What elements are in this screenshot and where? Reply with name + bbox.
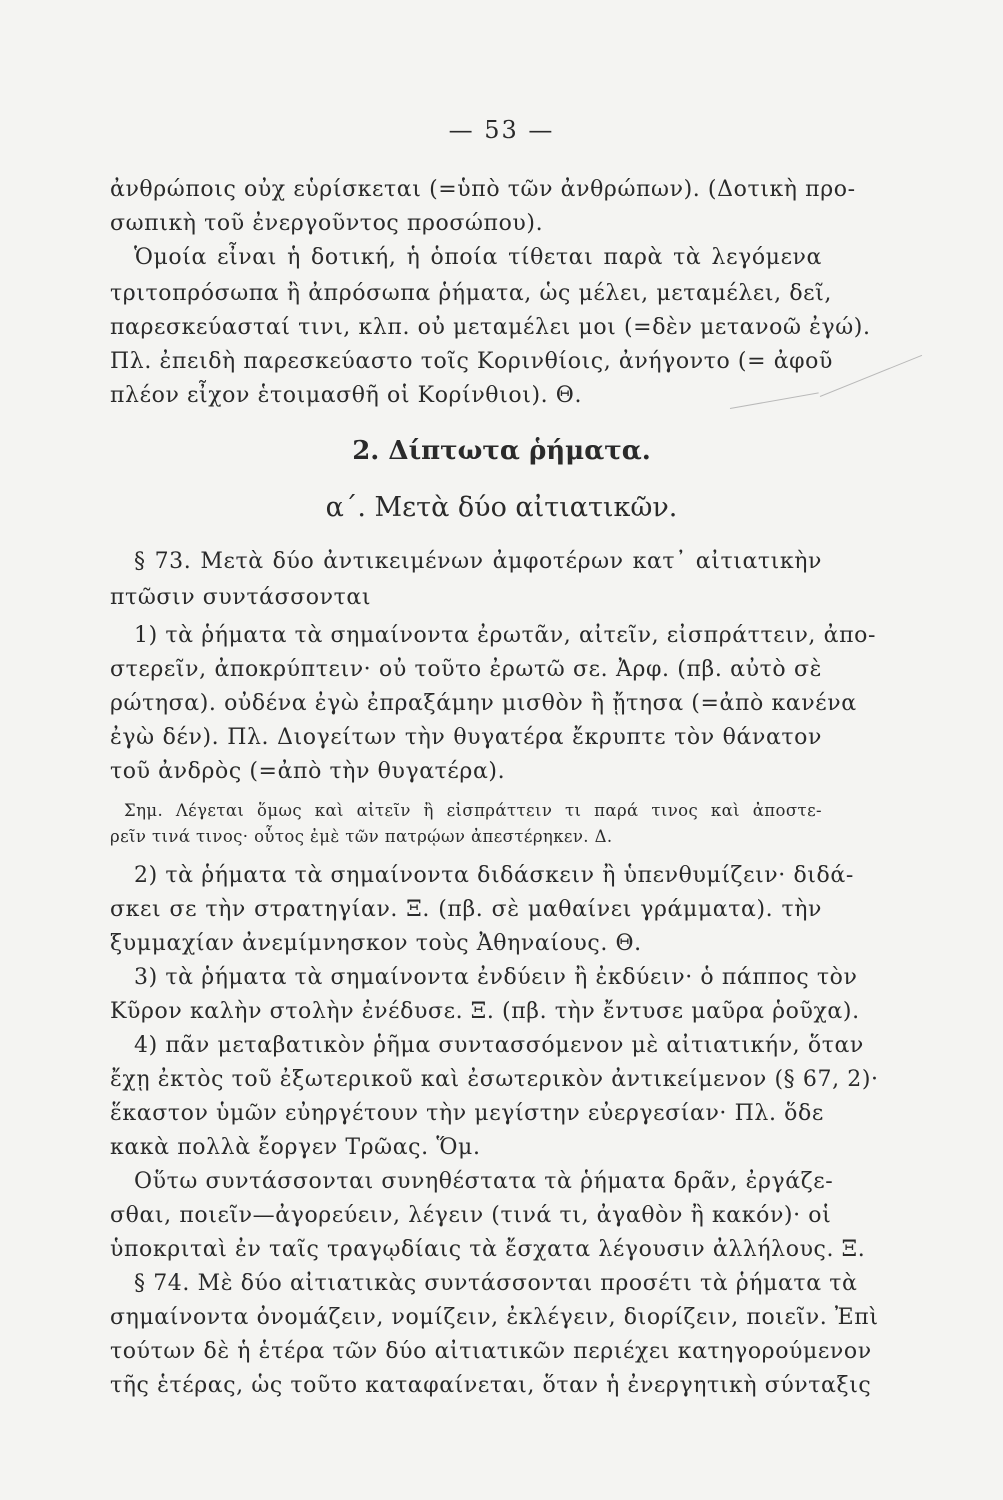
text-line: Κῦρον καλὴν στολὴν ἐνέδυσε. Ξ. (πβ. τὴν ἔντυσε μαῦρα ῥοῦχα).	[110, 999, 860, 1024]
text-line: Ὁμοία εἶναι ἡ δοτική, ἡ ὁποία τίθεται παρὰ τὰ λεγόμενα	[134, 245, 822, 270]
text-line: στερεῖν, ἀποκρύπτειν· οὐ τοῦτο ἐρωτῶ σε. Ἀρφ. (πβ. αὐτὸ σὲ	[110, 657, 822, 682]
text-line: ρώτησα). οὐδένα ἐγὼ ἐπραξάμην μισθὸν ἢ ᾔτησα (=ἀπὸ κανένα	[110, 691, 857, 716]
text-line: πτῶσιν συντάσσονται	[110, 585, 372, 610]
text-line: ὑποκριταὶ ἐν ταῖς τραγῳδίαις τὰ ἔσχατα λέγουσιν ἀλλήλους. Ξ.	[110, 1237, 866, 1262]
text-line: ἀνθρώποις οὐχ εὑρίσκεται (=ὑπὸ τῶν ἀνθρώπων). (Δοτικὴ προ-	[110, 177, 856, 202]
text-line: κακὰ πολλὰ ἔοργεν Τρῶας. Ὅμ.	[110, 1135, 481, 1160]
subsection-title: α΄. Μετὰ δύο αἰτιατικῶν.	[325, 492, 678, 523]
text-line: ξυμμαχίαν ἀνεμίμνησκον τοὺς Ἀθηναίους. Θ.	[110, 931, 642, 956]
note-line: Σημ. Λέγεται ὅμως καὶ αἰτεῖν ἢ εἰσπράττειν τι παρά τινος καὶ ἀποστε-	[124, 801, 822, 820]
text-line: τριτοπρόσωπα ἢ ἀπρόσωπα ῥήματα, ὡς μέλει, μεταμέλει, δεῖ,	[110, 281, 833, 306]
text-line: 1) τὰ ῥήματα τὰ σημαίνοντα ἐρωτᾶν, αἰτεῖν, εἰσπράττειν, ἀπο-	[134, 623, 877, 648]
pencil-mark	[820, 355, 922, 397]
text-line: σθαι, ποιεῖν—ἀγορεύειν, λέγειν (τινά τι, ἀγαθὸν ἢ κακόν)· οἱ	[110, 1203, 832, 1228]
note-line: ρεῖν τινά τινος· οὗτος ἐμὲ τῶν πατρῴων ἀπεστέρηκεν. Δ.	[110, 827, 613, 846]
text-line: ἕκαστον ὑμῶν εὐηργέτουν τὴν μεγίστην εὐεργεσίαν· Πλ. ὅδε	[110, 1101, 824, 1126]
text-line: σκει σε τὴν στρατηγίαν. Ξ. (πβ. σὲ μαθαίνει γράμματα). τὴν	[110, 897, 822, 922]
text-line: 3) τὰ ῥήματα τὰ σημαίνοντα ἐνδύειν ἢ ἐκδύειν· ὁ πάππος τὸν	[134, 965, 858, 990]
text-line: τούτων δὲ ἡ ἑτέρα τῶν δύο αἰτιατικῶν περιέχει κατηγορούμενον	[110, 1339, 872, 1364]
text-line: πλέον εἶχον ἑτοιμασθῆ οἱ Κορίνθιοι). Θ.	[110, 383, 583, 408]
text-line: Οὕτω συντάσσονται συνηθέστατα τὰ ῥήματα δρᾶν, ἐργάζε-	[134, 1169, 834, 1194]
text-line: παρεσκεύασταί τινι, κλπ. οὐ μεταμέλει μοι (=δὲν μετανοῶ ἐγώ).	[110, 315, 871, 340]
text-line: Πλ. ἐπειδὴ παρεσκεύαστο τοῖς Κορινθίοις, ἀνήγοντο (= ἀφοῦ	[110, 349, 833, 374]
paragraph-74-start: § 74. Μὲ δύο αἰτιατικὰς συντάσσονται προσέτι τὰ ῥήματα τὰ	[134, 1271, 858, 1296]
section-title: 2. Δίπτωτα ῥήματα.	[352, 436, 651, 466]
page-number: — 53 —	[448, 116, 555, 144]
text-line: σωπικὴ τοῦ ἐνεργοῦντος προσώπου).	[110, 211, 544, 236]
paragraph-73-start: § 73. Μετὰ δύο ἀντικειμένων ἀμφοτέρων κατ᾽ αἰτιατικὴν	[134, 549, 822, 574]
text-line: ἐγὼ δέν). Πλ. Διογείτων τὴν θυγατέρα ἔκρυπτε τὸν θάνατον	[110, 725, 822, 750]
text-line: 2) τὰ ῥήματα τὰ σημαίνοντα διδάσκειν ἢ ὑπενθυμίζειν· διδά-	[134, 863, 854, 888]
text-line: τῆς ἑτέρας, ὡς τοῦτο καταφαίνεται, ὅταν ἡ ἐνεργητικὴ σύνταξις	[110, 1373, 872, 1398]
text-line: ἔχῃ ἐκτὸς τοῦ ἐξωτερικοῦ καὶ ἐσωτερικὸν ἀντικείμενον (§ 67, 2)·	[110, 1067, 879, 1092]
text-line: τοῦ ἀνδρὸς (=ἀπὸ τὴν θυγατέρα).	[110, 759, 506, 784]
text-line: σημαίνοντα ὀνομάζειν, νομίζειν, ἐκλέγειν, διορίζειν, ποιεῖν. Ἐπὶ	[110, 1305, 879, 1330]
text-line: 4) πᾶν μεταβατικὸν ῥῆμα συντασσόμενον μὲ αἰτιατικήν, ὅταν	[134, 1033, 864, 1058]
